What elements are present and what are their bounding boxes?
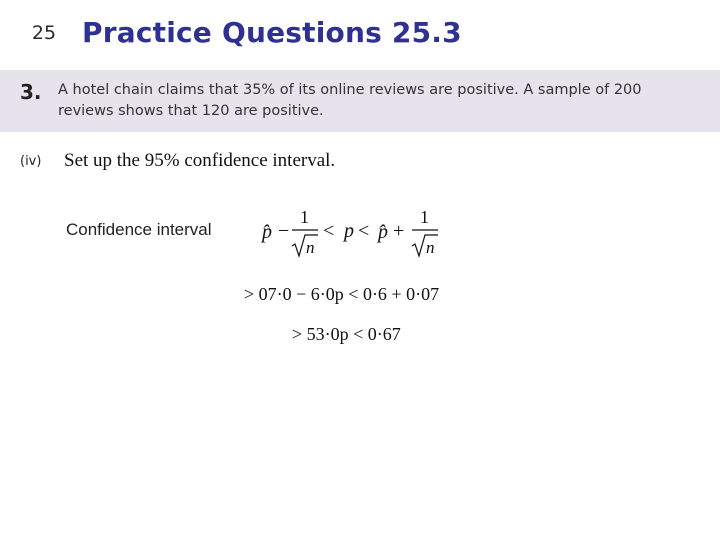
working-line-2: > 53·0p < 0·67 bbox=[292, 324, 401, 344]
confidence-interval-label: Confidence interval bbox=[66, 220, 212, 239]
sqrt-n-right: n bbox=[426, 238, 435, 257]
numerator-right: 1 bbox=[420, 207, 429, 227]
lt-left: < bbox=[323, 220, 335, 242]
question-text-line-2: reviews shows that 120 are positive. bbox=[58, 103, 324, 119]
lt-right: < bbox=[358, 220, 370, 242]
p-hat-left: p̂ bbox=[262, 221, 272, 243]
question-text-line-1: A hotel chain claims that 35% of its online reviews are positive. A sample of 200 bbox=[58, 82, 642, 98]
sqrt-n-left: n bbox=[306, 238, 315, 257]
minus-sign: − bbox=[278, 220, 290, 242]
question-text bbox=[58, 80, 678, 122]
numerator-left: 1 bbox=[300, 207, 309, 227]
part-instruction: Set up the 95% confidence interval. bbox=[64, 150, 336, 171]
part-label: (iv) bbox=[20, 154, 42, 169]
p-hat-right: p̂ bbox=[378, 221, 388, 243]
plus-sign: + bbox=[393, 220, 405, 242]
question-number: 3. bbox=[20, 80, 42, 104]
confidence-interval-formula bbox=[260, 203, 440, 263]
working-line-1: > 07·0 − 6·0p < 0·6 + 0·07 bbox=[244, 284, 440, 304]
p-variable: p bbox=[344, 220, 354, 242]
chapter-number: 25 bbox=[31, 22, 57, 44]
page-title: Practice Questions 25.3 bbox=[82, 16, 462, 49]
